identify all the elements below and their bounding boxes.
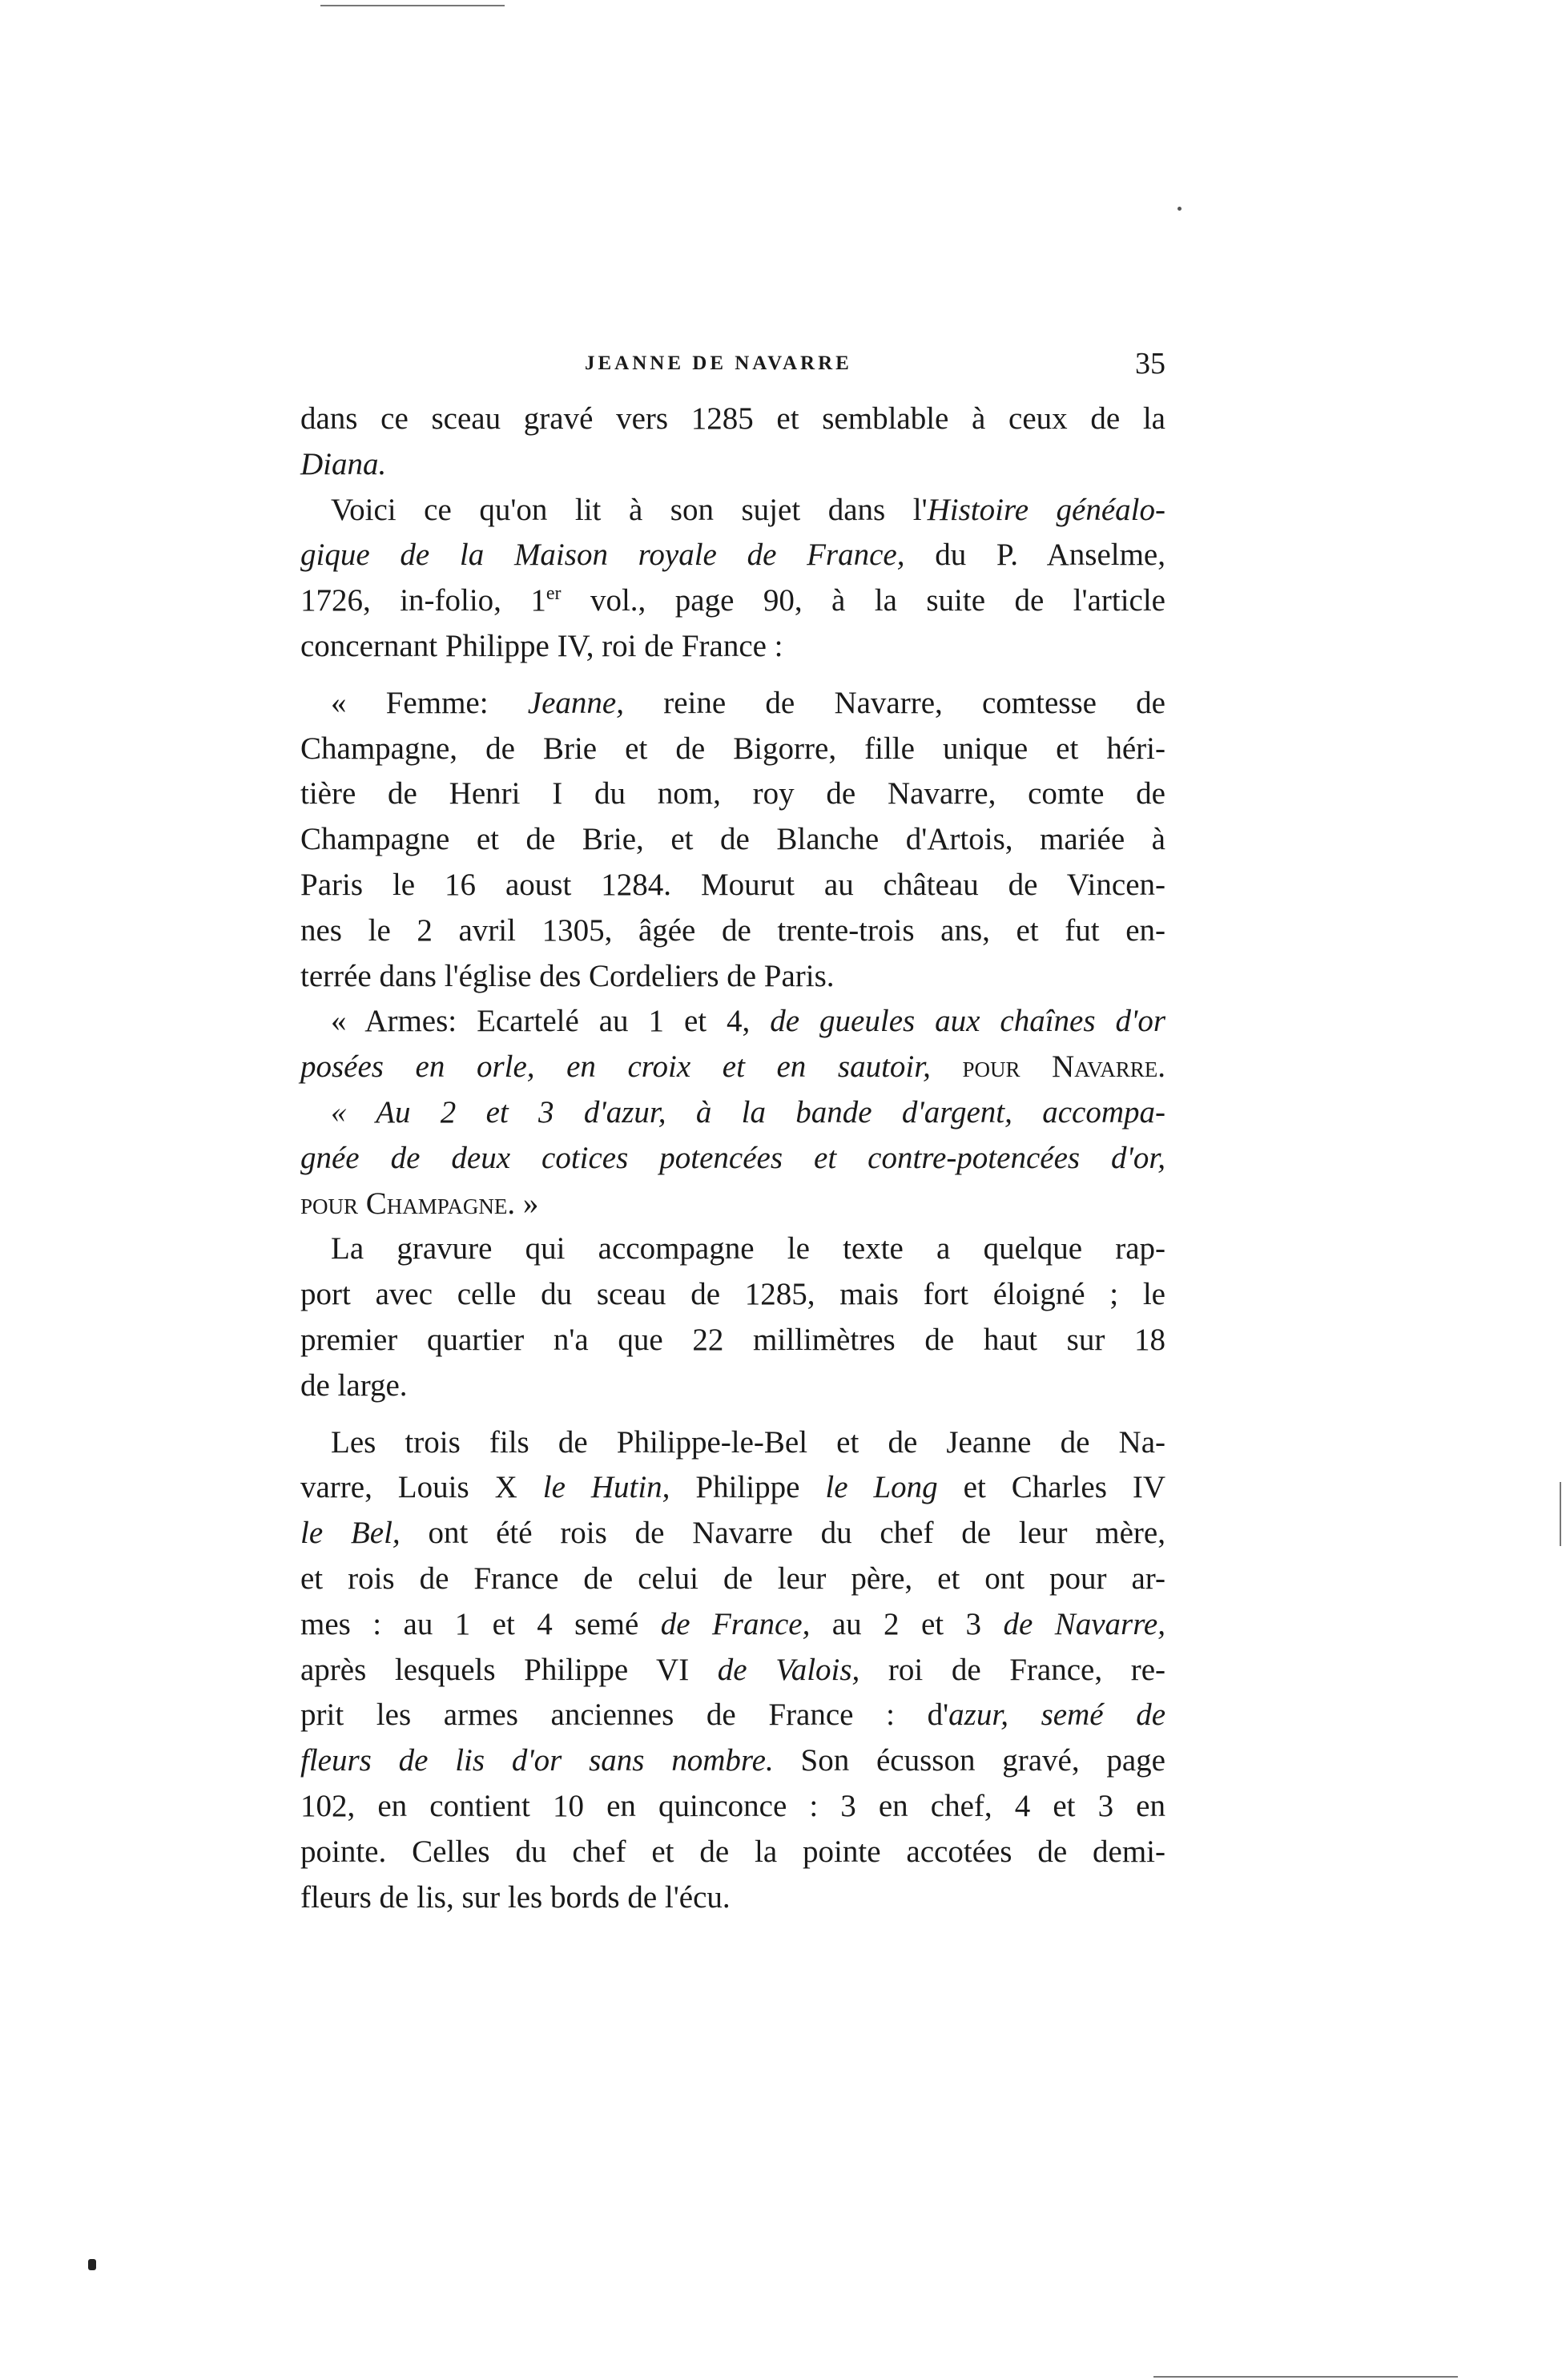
text-line: « Armes: Ecartelé au 1 et 4, de gueules aux chaînes d'or <box>331 1004 1166 1039</box>
text-line: le Bel, ont été rois de Navarre du chef de leur mère, <box>300 1516 1165 1551</box>
text-line: « Au 2 et 3 d'azur, à la bande d'argent, accompa- <box>331 1094 1165 1130</box>
text-line: après lesquels Philippe VI de Valois, roi de France, re- <box>300 1652 1165 1687</box>
right-edge-mark <box>1560 1482 1561 1546</box>
text-line: varre, Louis X le Hutin, Philippe le Long et Charles IV <box>300 1470 1165 1505</box>
page-speck <box>88 2259 96 2270</box>
page-speck <box>1178 207 1182 211</box>
text-line: premier quartier n'a que 22 millimètres de haut sur 18 <box>300 1322 1165 1357</box>
text-line: « Femme: Jeanne, reine de Navarre, comtesse de <box>331 685 1165 720</box>
text-line: de large. <box>300 1367 408 1403</box>
body-text <box>300 397 1165 1920</box>
text-line: nes le 2 avril 1305, âgée de trente-trois ans, et fut en- <box>300 912 1165 948</box>
page-number: 35 <box>1135 347 1165 381</box>
bottom-edge-mark <box>1153 2376 1458 2378</box>
text-line: terrée dans l'église des Cordeliers de Paris. <box>300 958 835 993</box>
text-line: Champagne, de Brie et de Bigorre, fille unique et héri- <box>300 731 1165 766</box>
text-line: Les trois fils de Philippe-le-Bel et de Jeanne de Na- <box>331 1424 1165 1460</box>
text-line: concernant Philippe IV, roi de France : <box>300 628 783 663</box>
running-title: JEANNE DE NAVARRE <box>585 352 852 374</box>
text-line: fleurs de lis d'or sans nombre. Son écusson gravé, page <box>300 1743 1165 1778</box>
top-edge-mark <box>320 5 505 6</box>
text-line: posées en orle, en croix et en sautoir, pour Navarre. <box>300 1049 1166 1085</box>
text-line: port avec celle du sceau de 1285, mais fort éloigné ; le <box>300 1277 1165 1312</box>
text-line: Paris le 16 aoust 1284. Mourut au château de Vincen- <box>300 867 1165 902</box>
text-line: Diana. <box>300 446 387 481</box>
text-line: tière de Henri I du nom, roy de Navarre, comte de <box>300 776 1165 811</box>
text-line: 102, en contient 10 en quinconce : 3 en chef, 4 et 3 en <box>300 1788 1165 1823</box>
text-line: Voici ce qu'on lit à son sujet dans l'Histoire généalo- <box>331 492 1165 527</box>
text-line: pour Champagne. » <box>300 1186 539 1221</box>
text-line: fleurs de lis, sur les bords de l'écu. <box>300 1879 731 1915</box>
text-line: 1726, in-folio, 1er vol., page 90, à la suite de l'article <box>300 583 1165 618</box>
text-line: prit les armes anciennes de France : d'azur, semé de <box>300 1697 1165 1733</box>
text-line: gnée de deux cotices potencées et contre-potencées d'or, <box>300 1140 1165 1175</box>
running-header <box>300 347 1165 385</box>
text-line: dans ce sceau gravé vers 1285 et semblable à ceux de la <box>300 401 1165 436</box>
text-line: gique de la Maison royale de France, du P. Anselme, <box>300 538 1165 573</box>
text-line: mes : au 1 et 4 semé de France, au 2 et 3 de Navarre, <box>300 1606 1165 1641</box>
text-line: La gravure qui accompagne le texte a quelque rap- <box>331 1231 1165 1267</box>
text-line: pointe. Celles du chef et de la pointe accotées de demi- <box>300 1834 1165 1869</box>
text-line: Champagne et de Brie, et de Blanche d'Artois, mariée à <box>300 822 1165 857</box>
text-line: et rois de France de celui de leur père, et ont pour ar- <box>300 1560 1165 1596</box>
